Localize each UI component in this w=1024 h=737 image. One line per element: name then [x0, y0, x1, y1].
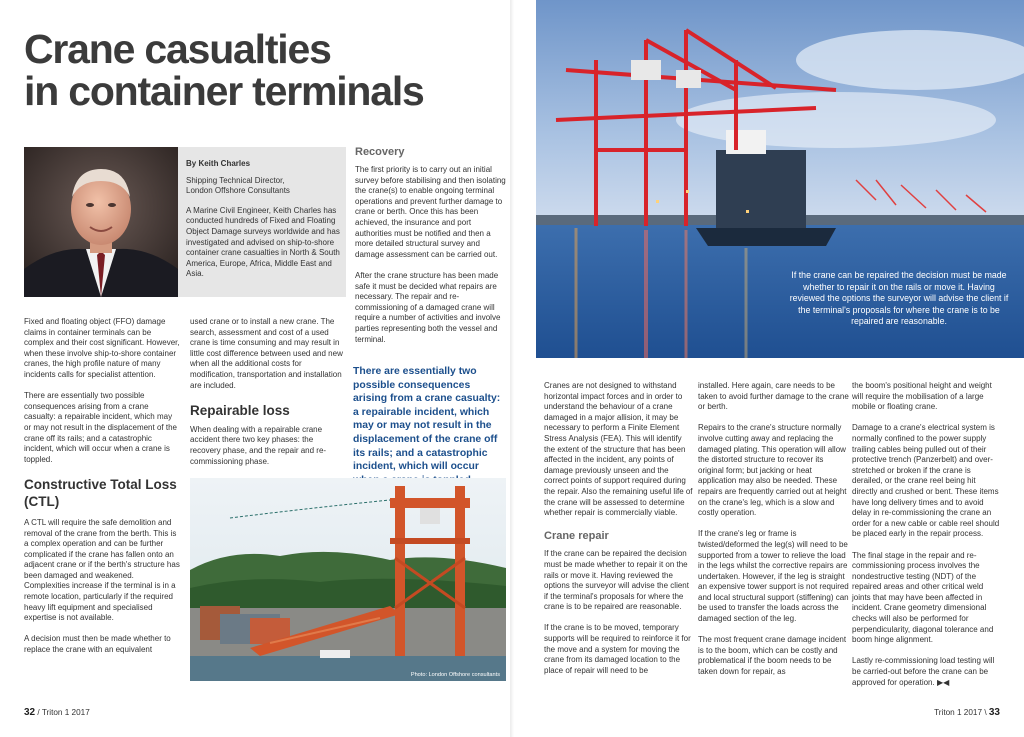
right-column-2	[698, 381, 850, 678]
intro-paragraph: Fixed and floating object (FFO) damage claims in container terminals can be complex and their cost significant. However, when these involve ship-to-shore container cranes, the high profile nature of many incidents calls for specialist attention.	[24, 317, 180, 379]
recovery-paragraph-1: The first priority is to carry out an initial survey before stabilising and then isolating the crane(s) to enable ongoing terminal operations and prevent further damage to crane or berth. Once this has been achieved, the insurance and port authorities must be notified and then a more detailed structural survey and damage assessment can be carried out.	[355, 165, 506, 259]
damaged-crane-photo	[190, 478, 506, 681]
folio-right	[934, 707, 1000, 718]
installed-paragraph: installed. Here again, care needs to be taken to avoid further damage to the crane or berth.	[698, 381, 849, 412]
end-mark-icon: ▶◀	[936, 677, 950, 687]
hero-caption: If the crane can be repaired the decision must be made whether to repair it on the rails or move it. Having reviewed the options the surveyor will advise the client if the terminal's proposals for where the crane is to be repaired are reasonable.	[789, 270, 1009, 327]
consequences-paragraph: There are essentially two possible consequences arising from a crane casualty: a repairable incident, which may or may not result in the displacement of the crane off its rails; and a catastrophic incident, which will occur when a crane is toppled.	[24, 391, 177, 464]
folio-left	[24, 707, 90, 718]
title-line-1: Crane casualties	[24, 26, 331, 72]
repairable-loss-paragraph: When dealing with a repairable crane accident there two key phases: the recovery phase, and the repair and re-commissioning phase.	[190, 424, 327, 466]
used-crane-paragraph: used crane or to install a new crane. The search, assessment and cost of a used crane is time consuming and may result in little cost difference between used and new when all the additional costs for modification, transportation and installation are included.	[190, 317, 343, 390]
boom-damage-paragraph: The most frequent crane damage incident is to the boom, which can be costly and problematical if the boom needs to be taken down for repair, as	[698, 635, 847, 677]
folio-right-separator: \	[984, 708, 987, 717]
recovery-heading: Recovery	[355, 146, 405, 158]
body-column-1	[24, 317, 181, 656]
right-page	[512, 0, 1024, 737]
photo-credit: Photo: London Offshore consultants	[410, 672, 500, 678]
folio-left-separator: /	[37, 708, 40, 717]
repair-decision-paragraph: If the crane can be repaired the decision must be made whether to repair it on the rails or move it. Having reviewed the options the surveyor will advise the client if the terminal's proposals for where the crane is to be repaired are reasonable.	[544, 549, 689, 612]
right-column-1	[544, 381, 694, 676]
right-column-3	[852, 381, 1002, 688]
pull-quote: There are essentially two possible consequences arising from a crane casualty: a repairable incident, which may or may not result in the displacement of the crane off its rails; and a catastrophic incident, which will occur	[353, 366, 501, 473]
author-info	[186, 159, 340, 280]
author-role-line-2: London Offshore Consultants	[186, 186, 290, 196]
boom-height-paragraph: the boom's positional height and weight will require the mobilisation of a large mobile or floating crane.	[852, 381, 992, 412]
author-name: By Keith Charles	[186, 159, 251, 168]
author-role	[186, 176, 340, 197]
page-number-right: 33	[988, 707, 1000, 718]
fea-paragraph: Cranes are not designed to withstand horizontal impact forces and in order to understand the behaviour of a crane damaged in a major allision, it may be necessary to perform a Finite Element Stress Analysis (FEA). This will identify the extent of the structure that has been affected in the incident, any points of damage previously unseen and the correct points of support required during the repair. Also the remaining useful life of the crane will be assessed to determine whether repair is commercially viable.	[544, 381, 693, 518]
load-testing-text: Lastly re-commissioning load testing will be carried-out before the crane can be approved for operation.	[852, 656, 995, 687]
body-column-2	[190, 317, 345, 467]
body-column-3	[355, 145, 507, 345]
electrical-paragraph: Damage to a crane's electrical system is normally confined to the power supply trailing cables being pulled out of their protective trench (Panzerbelt) and over-stretched or broken if the crane is derailed, or the crane reel being hit directly and crushed or bent. These items have long delivery times and to avoid delay in re-commissioning the crane an order for a new cable or cable reel should be placed early in the repair process.	[852, 423, 1000, 539]
author-role-line-1: Shipping Technical Director,	[186, 175, 285, 185]
article-title	[24, 28, 504, 112]
ndt-paragraph: The final stage in the repair and re-commissioning process involves the nondestructive testing (NDT) of the repaired areas and other critical weld joints that may have been affected in incident. Crane geometry dimensional checks will also be performed for perpendicularity, diagonal tolerance and boom hinge alignment.	[852, 550, 994, 645]
title-line-2: in container terminals	[24, 68, 424, 114]
recovery-paragraph-2: After the crane structure has been made safe it must be decided what repairs are necessary. The repair and re-commissioning of a damaged crane will require a number of activities and involve parties representing both the vessel and terminal.	[355, 270, 501, 344]
ctl-heading: Constructive Total Loss (CTL)	[24, 476, 177, 509]
leg-frame-paragraph: If the crane's leg or frame is twisted/deformed the leg(s) will need to be supported from a tower to relieve the load in the legs whilst the corrective repairs are undertaken. However, if the leg is straight an expensive tower support is not required and local structural support (stiffening) can be used to transfer the loads across the damaged section of the leg.	[698, 529, 849, 624]
publication-right: Triton 1 2017	[934, 708, 983, 717]
repairable-loss-heading: Repairable loss	[190, 402, 290, 418]
crane-repair-heading: Crane repair	[544, 530, 609, 543]
ctl-paragraph: A CTL will require the safe demolition and removal of the crane from the berth. This is a complex operation and can be further complicated if the crane has fallen onto an adjacent crane or if the berth's structure has been damaged and weakened. Complexities increase if the terminal is in a remote location, particularly if the required heavy lift equipment and specialised expertise is not available.	[24, 517, 180, 623]
decision-paragraph: A decision must then be made whether to replace the crane with an equivalent	[24, 634, 171, 655]
damaged-crane-image	[190, 478, 506, 681]
author-box	[24, 147, 346, 297]
page-number-left: 32	[24, 707, 36, 718]
container-terminal-photo	[536, 0, 1024, 358]
author-bio: A Marine Civil Engineer, Keith Charles has conducted hundreds of Fixed and Floating Object Damage surveys worldwide and has investigated and advised on ship-to-shore container crane casualties in North & South America, Europe, Africa, Middle East and Asia.	[186, 205, 340, 279]
temporary-supports-paragraph: If the crane is to be moved, temporary supports will be required to reinforce it for the move and a system for moving the crane from its damaged location to the place of repair will need to be	[544, 623, 691, 675]
structure-repairs-paragraph: Repairs to the crane's structure normally involve cutting away and replacing the damaged plating. This operation will allow the distorted structure to recover its original form; but jacking or heat application may also be needed. These repairs are frequently carried out at height on the crane's leg, which is a slow and costly operation.	[698, 423, 847, 518]
author-photo	[24, 147, 178, 297]
publication-left: Triton 1 2017	[41, 708, 90, 717]
load-testing-paragraph	[852, 656, 1002, 688]
author-portrait-image	[24, 147, 178, 297]
